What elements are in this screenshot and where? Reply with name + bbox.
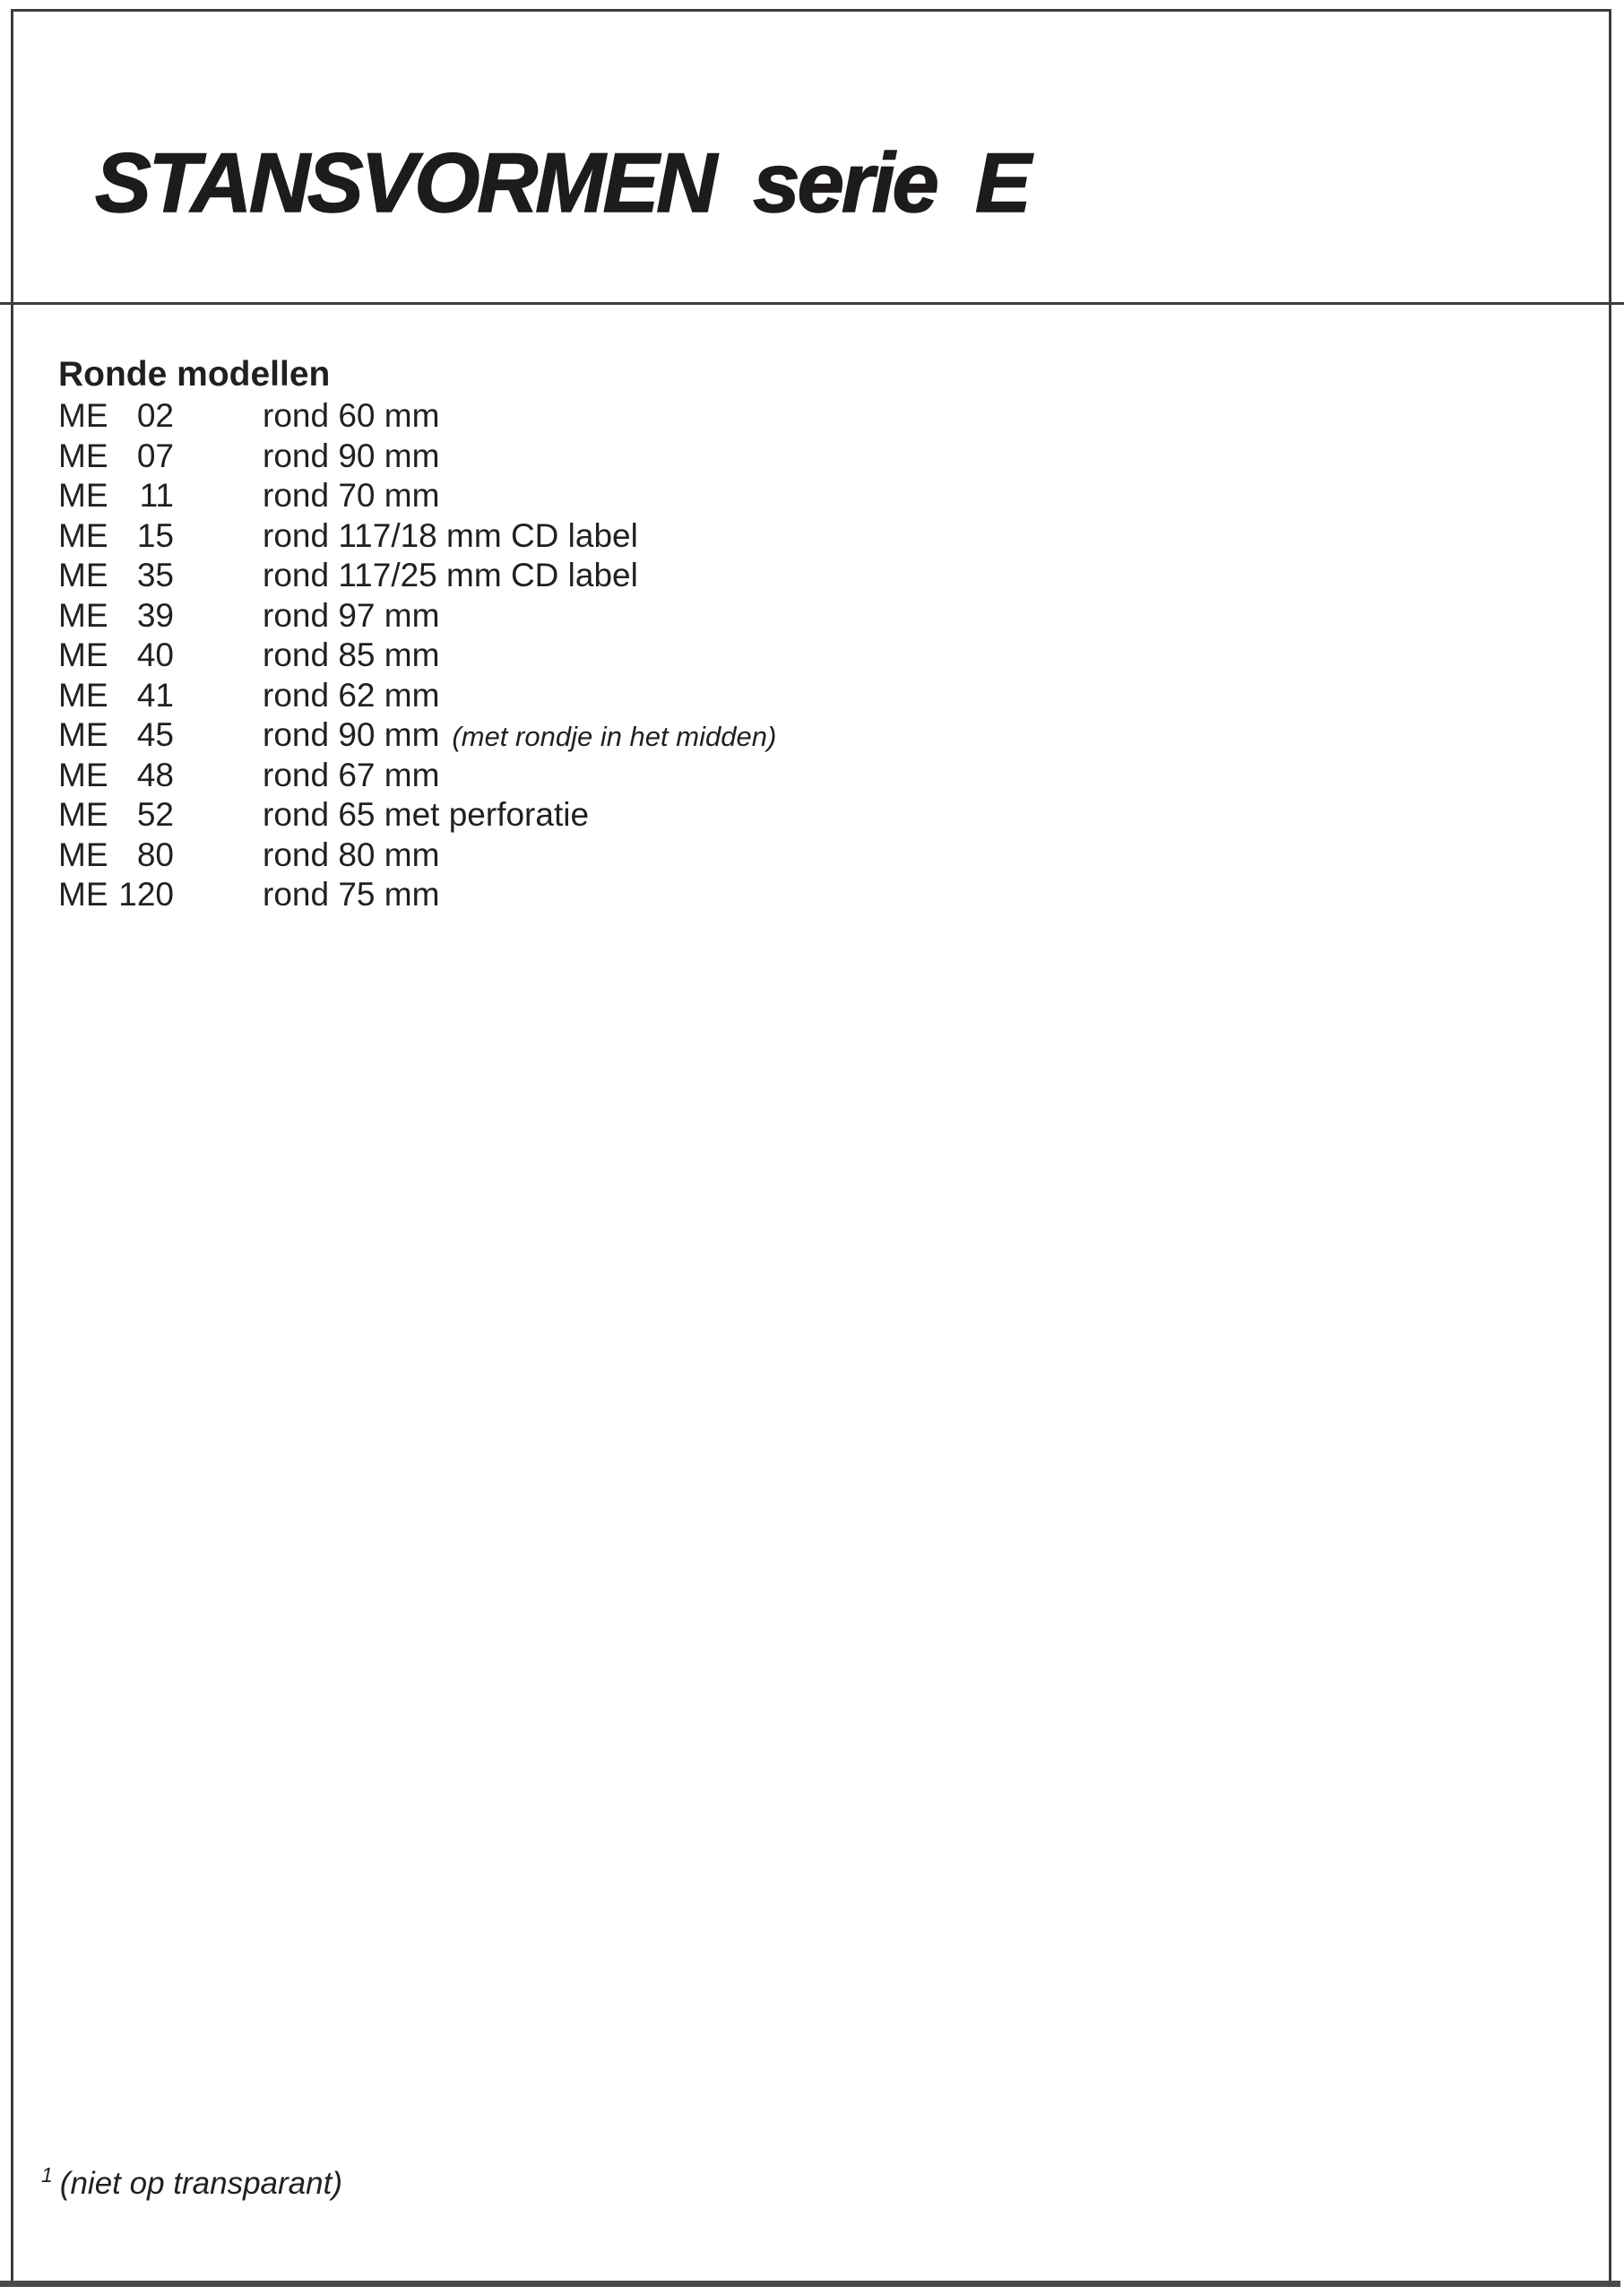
model-code: 40 [136,637,174,673]
model-id [58,636,174,676]
model-row [58,756,1492,796]
model-prefix: ME [58,397,108,434]
model-prefix: ME [58,637,108,673]
footnote [41,2163,342,2202]
model-description: rond 117/25 mm CD label [263,557,638,593]
model-id [58,756,174,796]
model-description: rond 60 mm [263,397,440,434]
model-code: 48 [136,756,174,793]
model-row [58,636,1492,676]
model-list [58,396,1492,915]
model-prefix: ME [58,557,108,593]
model-row [58,516,1492,557]
model-code: 45 [136,716,174,753]
model-id [58,396,174,437]
model-prefix: ME [58,437,108,474]
model-code: 80 [136,836,174,873]
model-description: rond 67 mm [263,756,440,793]
model-description: rond 62 mm [263,676,440,714]
model-row [58,476,1492,516]
model-description: rond 70 mm [263,477,440,514]
model-description: rond 90 mm [263,437,440,474]
models-section [58,353,1492,915]
model-description: rond 65 met perforatie [263,796,590,833]
model-code: 35 [136,557,174,593]
model-description: rond 85 mm [263,637,440,673]
footnote-marker: 1 [41,2163,53,2187]
model-id [58,676,174,716]
model-code: 39 [136,596,174,634]
model-id [58,476,174,516]
model-row [58,875,1492,915]
model-id [58,516,174,557]
model-id [58,875,174,915]
page-border [11,9,1611,2283]
model-code: 41 [136,676,174,714]
model-code: 52 [136,796,174,833]
model-prefix: ME [58,836,108,873]
model-row [58,715,1492,756]
section-heading: Ronde modellen [58,355,331,394]
model-prefix: ME [58,716,108,753]
model-code: 11 [139,477,174,514]
model-code: 02 [136,397,174,434]
model-prefix: ME [58,876,108,913]
model-description: rond 75 mm [263,876,440,913]
model-code: 15 [136,516,174,554]
model-id [58,596,174,637]
model-prefix: ME [58,516,108,554]
model-code: 07 [136,437,174,474]
model-row [58,795,1492,836]
model-description: rond 80 mm [263,836,440,873]
model-id [58,795,174,836]
model-code: 120 [118,876,174,913]
model-prefix: ME [58,796,108,833]
footnote-text: (niet op transparant) [59,2166,342,2201]
model-row [58,396,1492,437]
model-id [58,437,174,477]
model-description: rond 90 mm [263,716,440,753]
model-prefix: ME [58,596,108,634]
model-row [58,836,1492,876]
model-row [58,596,1492,637]
model-row [58,676,1492,716]
title-separator-rule [0,302,1624,305]
model-id [58,715,174,756]
model-id [58,556,174,596]
model-prefix: ME [58,477,108,514]
model-note: (met rondje in het midden) [452,721,777,752]
model-prefix: ME [58,676,108,714]
model-prefix: ME [58,756,108,793]
model-row [58,437,1492,477]
page-title: STANSVORMEN serie E [95,135,1029,230]
model-row [58,556,1492,596]
page-bottom-bar [0,2281,1620,2287]
model-id [58,836,174,876]
model-description: rond 117/18 mm CD label [263,516,638,554]
model-description: rond 97 mm [263,596,440,634]
